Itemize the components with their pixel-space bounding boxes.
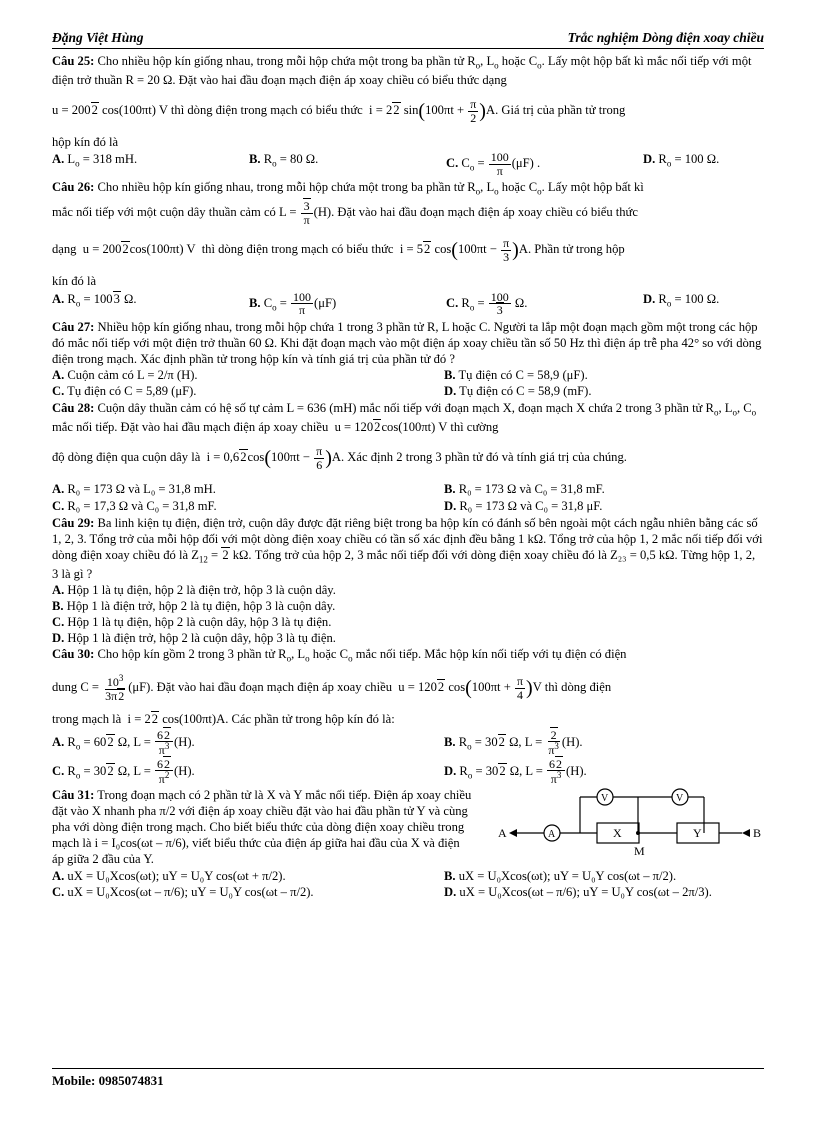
answer-options xyxy=(52,151,764,177)
option-b[interactable]: B. $R_o = 302$ Ω, L = $\frac{2}{\pi^3}$ (H). xyxy=(444,727,583,758)
option-b[interactable]: B. R₀ = 173 Ω và C₀ = 31,8 mF. xyxy=(444,482,605,497)
option-d[interactable]: D. Hộp 1 là điện trở, hộp 2 là cuộn dây, hộp 3 là tụ điện. xyxy=(52,631,336,646)
question-27 xyxy=(52,319,764,400)
question-text: V thì dòng điện xyxy=(532,680,612,695)
option-a[interactable]: A. $L_o = 318$ mH. xyxy=(52,152,138,169)
option-c[interactable]: C. $C_o$ = $\frac{100}{\pi}$ (μF) . xyxy=(446,150,541,178)
question-label: Câu 27: xyxy=(52,319,95,334)
question-text: thì dòng điện trong mạch có biểu thức xyxy=(170,103,363,118)
answer-options xyxy=(52,481,764,513)
question-text: Ba linh kiện tụ điện, điện trở, cuộn dây được đặt riêng biệt trong ba hộp kín có đánh số bên ngoài một cách ngẫu nhiên bằng các số 1, 2, 3. Tổng trở của mỗi hộp đối với một dòng điện xoay chiều có tần số xác định đều bằng 1 kΩ. Tổng trở của hộp 1, 2 mắc nối tiếp đối với dòng điện xoay chiều đó là xyxy=(52,515,763,562)
option-d[interactable]: D. $R_o = 100$ Ω. xyxy=(643,152,720,169)
option-c[interactable]: C. uX = U₀Xcos(ωt – π/6); uY = U₀Y cos(ωt – π/2). xyxy=(52,884,314,899)
option-b[interactable]: B. $C_o$ = $\frac{100}{\pi}$ (μF) xyxy=(249,289,337,318)
question-31 xyxy=(52,787,764,900)
voltmeter-1-label: V xyxy=(601,792,609,804)
option-b[interactable]: B. uX = U₀Xcos(ωt); uY = U₀Y cos(ωt – π/2). xyxy=(444,868,677,883)
option-d[interactable]: D. $R_o = 302$ Ω, L = $\frac{62}{\pi^3}$ (H). xyxy=(444,756,587,787)
question-28: Câu 28: Cuộn dây thuần cảm có hệ số tự cảm L = 636 (mH) mắc nối tiếp với đoạn mạch X, đoạn mạch X chứa 2 trong 3 phần tử $R_o$, $L_o$, $C_o$ mắc nối tiếp. Đặt vào hai đầu mạch điện áp xoay chiều u = 1202cos(100πt) V thì cường độ dòng điện qua cuộn dây là i = 0,62cos(100πt − $\frac{\pi}{6}$ )A. Xác định 2 trong 3 phần tử đó và tính giá trị của chúng. A. R₀ = 173 Ω và L₀ = 31,8 mH. B. R₀ = 173 Ω và C₀ = 31,8 mF. C. R₀ = 17,3 Ω và C₀ = 31,8 mF. D. R₀ = 173 Ω và C₀ = 31,8 μF. xyxy=(52,400,764,513)
question-text: . Giá trị của phần tử trong xyxy=(495,103,626,118)
option-c[interactable]: C. Hộp 1 là tụ điện, hộp 2 là cuộn dây, hộp 3 là tụ điện. xyxy=(52,615,332,630)
option-d[interactable]: D. uX = U₀Xcos(ωt – π/6); uY = U₀Y cos(ωt – 2π/3). xyxy=(444,884,712,899)
question-text: mắc nối tiếp với một điện trở thuần R = 20 Ω. Đặt vào hai đầu đoạn mạch điện áp xoay chiều có biểu thức dạng xyxy=(52,54,752,88)
option-d[interactable]: D. $R_o = 100$ Ω. xyxy=(643,291,720,309)
question-label: Câu 26: xyxy=(52,180,95,195)
question-text: mắc nối tiếp. Đặt vào hai đầu mạch điện áp xoay chiều xyxy=(52,420,329,435)
question-text: Trong đoạn mạch có 2 phần tử là X và Y mắc nối tiếp. Điện áp xoay chiều đặt vào X nhanh pha π/2 với điện áp xoay chiều đặt vào hai đầu phần tử Y và cùng pha với dòng điện trong mạch. Cho biết biểu thức của dòng điện xoay chiều trong mạch là i = I₀cos(ωt – π/6), viết biểu thức của điện áp giữa hai đầu của X và điện áp giữa 2 đầu của Y. xyxy=(52,787,472,867)
question-text: dung xyxy=(52,680,78,695)
node-b-label: B xyxy=(753,825,762,840)
option-b[interactable]: B. $R_o = 80$ Ω. xyxy=(249,152,319,169)
footer-phone: Mobile: 0985074831 xyxy=(52,1073,164,1088)
option-a[interactable]: A. Hộp 1 là tụ điện, hộp 2 là điện trở, hộp 3 là cuộn dây. xyxy=(52,582,336,597)
option-c[interactable]: C. R₀ = 17,3 Ω và C₀ = 31,8 mF. xyxy=(52,498,217,513)
question-text: A. Các phần tử trong hộp kín đó là: xyxy=(216,712,395,727)
question-text: kín đó là xyxy=(52,274,97,289)
question-label: Câu 28: xyxy=(52,401,95,416)
question-text: Cho hộp kín gồm 2 trong 3 phần tử R xyxy=(97,647,287,662)
question-label: Câu 30: xyxy=(52,647,95,662)
answer-options xyxy=(52,291,764,317)
header-title: Trắc nghiệm Dòng điện xoay chiều xyxy=(567,30,764,45)
question-text: hộp kín đó là xyxy=(52,135,119,150)
element-y-label: Y xyxy=(693,825,702,840)
voltmeter-2-label: V xyxy=(676,792,684,804)
question-text: thì cường xyxy=(450,420,499,435)
question-text: thì dòng điện trong mạch có biểu thức xyxy=(201,242,394,257)
question-text: độ dòng điện qua cuộn dây là xyxy=(52,450,201,465)
question-label: Câu 29: xyxy=(52,515,95,530)
question-text: (μF). Đặt vào hai đầu đoạn mạch điện áp xoay chiều xyxy=(128,680,392,695)
question-25: Câu 25: Cho nhiều hộp kín giống nhau, trong mỗi hộp chứa một trong ba phần tử $R_o$, $L_o$ hoặc $C_o$. Lấy một hộp bất kì mắc nối tiếp với một điện trở thuần R = 20 Ω. Đặt vào hai đầu đoạn mạch điện áp xoay chiều có biểu thức dạng u = 2002 cos(100πt) V thì dòng điện trong mạch có biểu thức i = 22 sin(100πt + $\frac{\pi}{2}$ )A. Giá trị của phần tử trong hộp kín đó là A. $L_o = 318$ mH. B. $R_o = 80$ Ω. C. $C_o$ = $\frac{100}{\pi}$ (μF) . D. $R_o = 100$ Ω. xyxy=(52,53,764,177)
page-header xyxy=(52,30,764,49)
question-29: Câu 29: Ba linh kiện tụ điện, điện trở, cuộn dây được đặt riêng biệt trong ba hộp kín có đánh số bên ngoài một cách ngẫu nhiên bằng các số 1, 2, 3. Tổng trở của mỗi hộp đối với một dòng điện xoay chiều có tần số xác định đều bằng 1 kΩ. Tổng trở của hộp 1, 2 mắc nối tiếp đối với dòng điện xoay chiều đó là $Z_{12} = 2$ kΩ. Tổng trở của hộp 2, 3 mắc nối tiếp đối với dòng điện xoay chiều đó là Z₂₃ = 0,5 kΩ. Từng hộp 1, 2, 3 là gì ? A. Hộp 1 là tụ điện, hộp 2 là điện trở, hộp 3 là cuộn dây. B. Hộp 1 là điện trở, hộp 2 là tụ điện, hộp 3 là cuộn dây. C. Hộp 1 là tụ điện, hộp 2 là cuộn dây, hộp 3 là tụ điện. D. Hộp 1 là điện trở, hộp 2 là cuộn dây, hộp 3 là tụ điện. xyxy=(52,515,763,646)
question-text: Nhiều hộp kín giống nhau, trong mỗi hộp chứa 1 trong 3 phần tử R, L hoặc C. Người ta lắp một đoạn mạch gồm một trong các hộp đó mắc nối tiếp với một điện trở thuần 60 Ω. Khi đặt đoạn mạch vào một điện áp xoay chiều tần số 50 Hz thì điện áp trễ pha 42° so với dòng điện trong mạch. Xác định phần tử trong hộp kín và tính giá trị của phần tử đó ? xyxy=(52,319,762,366)
answer-options xyxy=(52,367,764,399)
option-a[interactable]: A. uX = U₀Xcos(ωt); uY = U₀Y cos(ωt + π/2). xyxy=(52,868,286,883)
question-text: mắc nối tiếp. Mắc hộp kín nối tiếp với tụ điện có điện xyxy=(355,647,627,662)
option-c[interactable]: C. Tụ điện có C = 5,89 (μF). xyxy=(52,384,197,399)
option-a[interactable]: A. Cuộn cảm có L = 2/π (H). xyxy=(52,368,198,383)
page xyxy=(52,30,764,901)
question-26: Câu 26: Cho nhiều hộp kín giống nhau, trong mỗi hộp chứa một trong ba phần tử $R_o$, $L_o$ hoặc $C_o$. Lấy một hộp bất kì mắc nối tiếp với một cuộn dây thuần cảm có L = $\frac{3}{\pi}$ (H). Đặt vào hai đầu đoạn mạch điện áp xoay chiều có biểu thức dạng u = 2002cos(100πt) V thì dòng điện trong mạch có biểu thức i = 52 cos(100πt − $\frac{\pi}{3}$ )A. Phần tử trong hộp kín đó là A. $R_o = 1003$ Ω. B. $C_o$ = $\frac{100}{\pi}$ (μF) C. $R_o$ = $\frac{100}{3}$ Ω. D. $R_o = 100$ Ω. xyxy=(52,179,764,316)
question-text: (H). Đặt vào hai đầu đoạn mạch điện áp xoay chiều có biểu thức xyxy=(313,205,638,220)
question-text: . Tổng trở của hộp 2, 3 mắc nối tiếp đối với dòng điện xoay chiều đó là Z₂₃ = 0,5 kΩ. Từng hộp 1, 2, 3 là gì ? xyxy=(52,547,756,581)
question-label: Câu 31: xyxy=(52,787,95,802)
option-a[interactable]: A. $R_o = 1003$ Ω. xyxy=(52,291,137,309)
node-m-label: M xyxy=(634,843,645,858)
question-text: mắc nối tiếp với một cuộn dây thuần cảm có xyxy=(52,205,276,220)
question-30: Câu 30: Cho hộp kín gồm 2 trong 3 phần tử $R_o$, $L_o$ hoặc $C_o$ mắc nối tiếp. Mắc hộp kín nối tiếp với tụ điện có điện dung C = $\frac{10^3}{3\pi 2}$ (μF). Đặt vào hai đầu đoạn mạch điện áp xoay chiều u = 1202 cos(100πt + $\frac{\pi}{4}$ )V thì dòng điện trong mạch là i = 22 cos(100πt)A. Các phần tử trong hộp kín đó là: A. $R_o = 602$ Ω, L = $\frac{62}{\pi^3}$ (H). B. $R_o = 302$ Ω, L = $\frac{2}{\pi^3}$ (H). C. $R_o = 302$ Ω, L = $\frac{62}{\pi^2}$ (H). D. $R_o = 302$ Ω, L = $\frac{62}{\pi^3}$ (H). xyxy=(52,646,764,786)
ammeter-label: A xyxy=(548,828,556,840)
option-a[interactable]: A. R₀ = 173 Ω và L₀ = 31,8 mH. xyxy=(52,482,216,497)
question-text: trong mạch là xyxy=(52,712,122,727)
option-b[interactable]: B. Hộp 1 là điện trở, hộp 2 là tụ điện, hộp 3 là cuộn dây. xyxy=(52,599,336,614)
answer-options xyxy=(52,868,764,900)
option-d[interactable]: D. Tụ điện có C = 58,9 (mF). xyxy=(444,384,592,399)
option-b[interactable]: B. Tụ điện có C = 58,9 (μF). xyxy=(444,368,588,383)
question-text: dạng xyxy=(52,242,77,257)
question-text: . Phần tử trong hộp xyxy=(527,242,625,257)
circuit-diagram xyxy=(472,787,762,867)
page-footer xyxy=(52,1068,764,1089)
formula-line: u = 2002 cos(100πt) V thì dòng điện trong mạch có biểu thức i = 22 sin(100πt + $\frac{\pi}{2}$ )A. Giá trị của phần tử trong xyxy=(52,97,626,125)
question-label: Câu 25: xyxy=(52,54,95,68)
question-text: Cho nhiều hộp kín giống nhau, trong mỗi hộp chứa một trong ba phần tử R xyxy=(97,180,476,195)
element-x-label: X xyxy=(613,825,622,840)
option-d[interactable]: D. R₀ = 173 Ω và C₀ = 31,8 μF. xyxy=(444,498,603,513)
option-a[interactable]: A. $R_o = 602$ Ω, L = $\frac{62}{\pi^3}$ (H). xyxy=(52,727,195,758)
node-a-label: A xyxy=(498,825,507,840)
answer-options xyxy=(52,728,764,786)
question-text: Cho nhiều hộp kín giống nhau, trong mỗi hộp chứa một trong ba phần tử R xyxy=(97,54,476,68)
question-text: Cuộn dây thuần cảm có hệ số tự cảm L = 636 (mH) mắc nối tiếp với đoạn mạch X, đoạn mạch X chứa 2 trong 3 phần tử R xyxy=(97,401,714,416)
option-c[interactable]: C. $R_o$ = $\frac{100}{3}$ Ω. xyxy=(446,289,528,318)
question-text: . Xác định 2 trong 3 phần tử đó và tính giá trị của chúng. xyxy=(341,450,627,465)
header-author: Đặng Việt Hùng xyxy=(52,30,144,45)
option-c[interactable]: C. $R_o = 302$ Ω, L = $\frac{62}{\pi^2}$ (H). xyxy=(52,756,195,787)
